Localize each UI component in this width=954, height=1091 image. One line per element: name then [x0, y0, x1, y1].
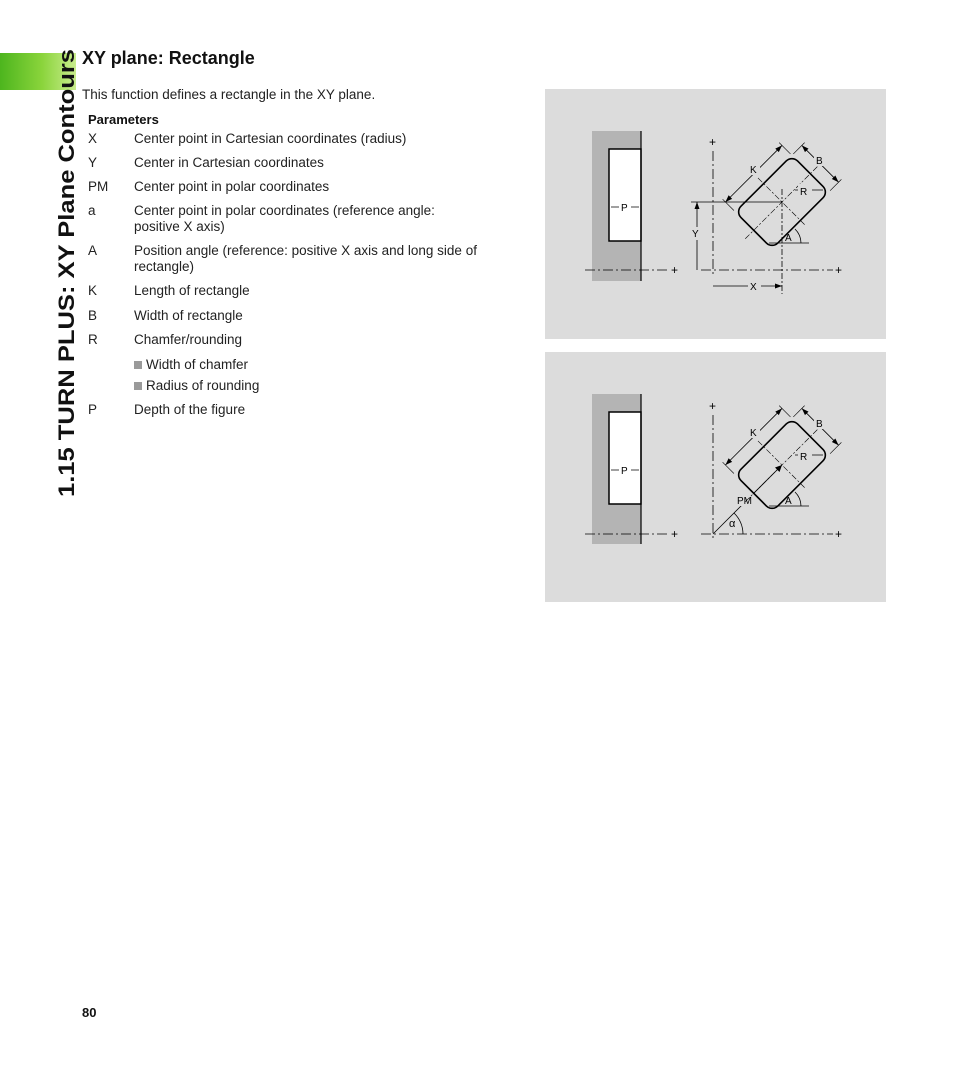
pm-label: PM — [737, 496, 752, 507]
r-option-rounding — [134, 378, 259, 394]
rect-centerline-long — [745, 428, 819, 502]
param-desc: Center point in polar coordinates — [134, 179, 330, 194]
y-axis-plus: + — [709, 399, 717, 413]
param-key: K — [88, 283, 98, 298]
figure-cartesian — [545, 89, 886, 339]
param-desc: Chamfer/rounding — [134, 332, 243, 347]
param-key: X — [88, 131, 98, 146]
alpha-label: α — [729, 518, 736, 530]
param-key: PM — [88, 179, 109, 194]
p-label: P — [621, 203, 628, 214]
k-label: K — [750, 165, 757, 176]
side-axis-plus: + — [671, 527, 679, 541]
page-number: 80 — [82, 1005, 97, 1020]
k-extension-left — [723, 199, 734, 210]
b-extension-top — [793, 143, 804, 154]
x-axis-plus: + — [835, 263, 843, 277]
param-key: A — [88, 243, 98, 258]
param-desc: Position angle (reference: positive X axis and long side of rectangle) — [134, 243, 477, 274]
b-extension-top — [793, 406, 804, 417]
pocket-outline — [609, 412, 641, 504]
k-extension-left — [723, 462, 734, 473]
y-label: Y — [692, 229, 699, 240]
pocket-outline — [609, 149, 641, 241]
r-option-chamfer — [134, 357, 248, 373]
chapter-side-title: 1.15 TURN PLUS: XY Plane Contours — [54, 111, 79, 497]
a-label: A — [785, 233, 792, 244]
param-desc: Depth of the figure — [134, 402, 246, 417]
x-axis-plus: + — [835, 527, 843, 541]
b-extension-bottom — [830, 179, 841, 190]
param-desc: Length of rectangle — [134, 283, 250, 298]
bullet-square-icon — [134, 382, 142, 390]
param-desc: Center point in Cartesian coordinates (radius) — [134, 131, 407, 146]
param-key: R — [88, 332, 98, 347]
y-arrow-top — [695, 202, 700, 209]
parameters-title: Parameters — [88, 112, 159, 127]
a-angle-arc — [795, 229, 801, 243]
b-extension-bottom — [830, 442, 841, 453]
bullet-square-icon — [134, 361, 142, 369]
r-option-label: Radius of rounding — [146, 378, 260, 393]
param-key: Y — [88, 155, 98, 170]
a-angle-arc — [795, 492, 801, 506]
y-axis-plus: + — [709, 135, 717, 149]
param-key: B — [88, 308, 98, 323]
x-arrow-right — [775, 284, 782, 289]
section-heading: XY plane: Rectangle — [82, 48, 255, 68]
b-label: B — [816, 419, 823, 430]
param-desc: Width of rectangle — [134, 308, 243, 323]
r-option-label: Width of chamfer — [146, 357, 249, 372]
k-label: K — [750, 428, 757, 439]
r-label: R — [800, 187, 808, 198]
intro-text: This function defines a rectangle in the XY plane. — [82, 87, 376, 102]
param-key: a — [88, 203, 96, 218]
param-desc: Center point in polar coordinates (reference angle: positive X axis) — [134, 203, 435, 234]
p-label: P — [621, 466, 628, 477]
b-label: B — [816, 156, 823, 167]
a-label: A — [785, 496, 792, 507]
k-extension-right — [779, 406, 790, 417]
r-label: R — [800, 452, 808, 463]
param-desc: Center in Cartesian coordinates — [134, 155, 324, 170]
x-label: X — [750, 282, 757, 293]
param-key: P — [88, 402, 98, 417]
chapter-side-title-container — [24, 0, 79, 500]
k-extension-right — [779, 143, 790, 154]
side-axis-plus: + — [671, 263, 679, 277]
figure-polar — [545, 352, 886, 602]
